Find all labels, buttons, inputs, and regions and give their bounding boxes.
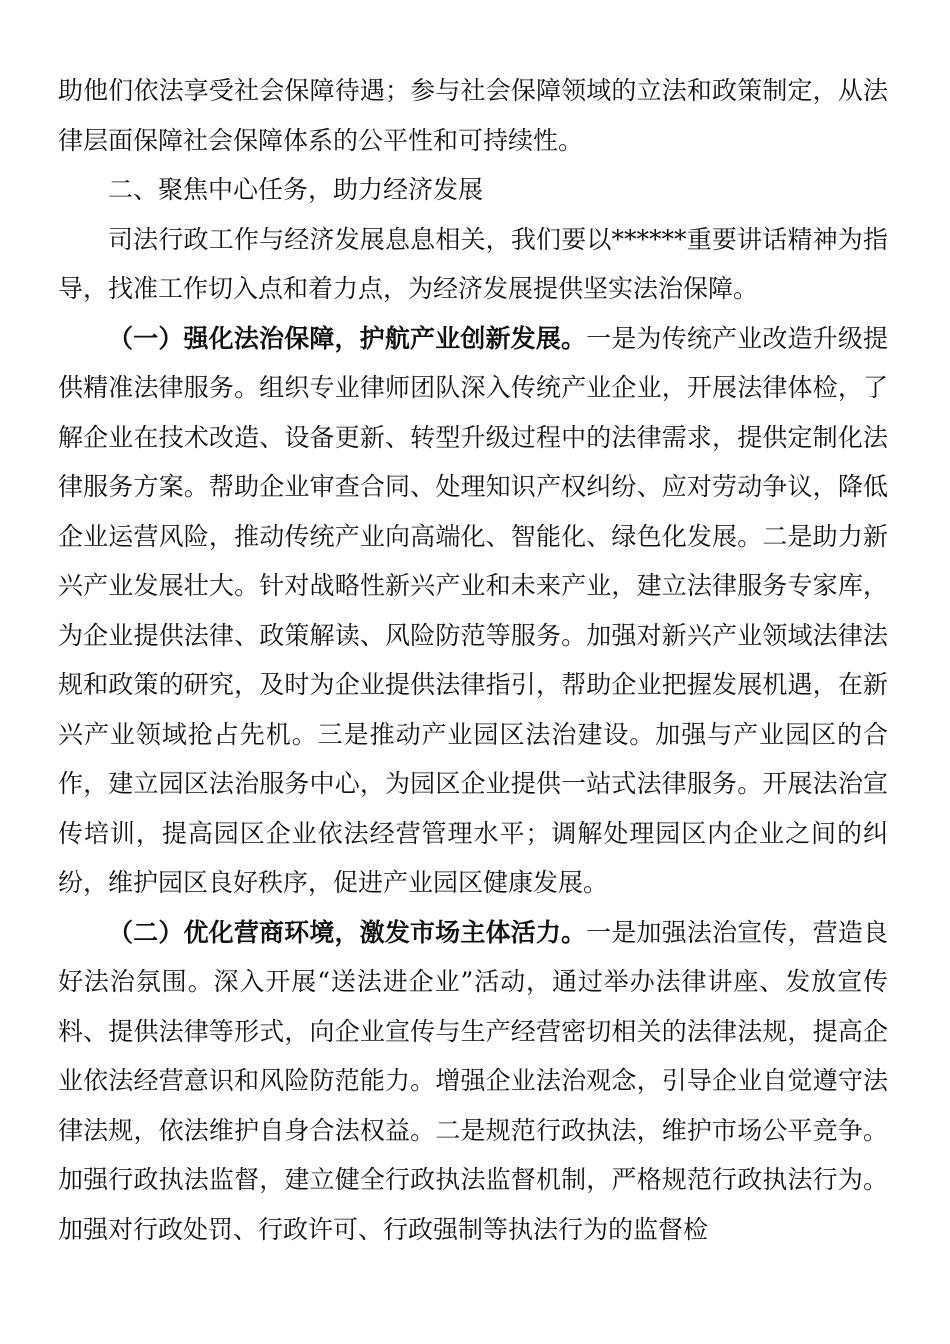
subsection-1-title: （一）强化法治保障，护航产业创新发展。: [108, 323, 587, 353]
continued-paragraph: 助他们依法享受社会保障待遇；参与社会保障领域的立法和政策制定，从法律层面保障社会保障体系的公平性和可持续性。: [58, 76, 888, 155]
subsection-1-paragraph: [58, 314, 888, 908]
subsection-1-body: 一是为传统产业改造升级提供精准法律服务。组织专业律师团队深入传统产业企业，开展法律体检，了解企业在技术改造、设备更新、转型升级过程中的法律需求，提供定制化法律服务方案。帮助企业审查合同、处理知识产权纠纷、应对劳动争议，降低企业运营风险，推动传统产业向高端化、智能化、绿色化发展。二是助力新兴产业发展壮大。针对战略性新兴产业和未来产业，建立法律服务专家库，为企业提供法律、政策解读、风险防范等服务。加强对新兴产业领域法律法规和政策的研究，及时为企业提供法律指引，帮助企业把握发展机遇，在新兴产业领域抢占先机。三是推动产业园区法治建设。加强与产业园区的合作，建立园区法治服务中心，为园区企业提供一站式法律服务。开展法治宣传培训，提高园区企业依法经营管理水平；调解处理园区内企业之间的纠纷，维护园区良好秩序，促进产业园区健康发展。: [58, 323, 888, 897]
subsection-2-body: 一是加强法治宣传，营造良好法治氛围。深入开展“送法进企业”活动，通过举办法律讲座、发放宣传料、提供法律等形式，向企业宣传与生产经营密切相关的法律法规，提高企业依法经营意识和风险防范能力。增强企业法治观念，引导企业自觉遵守法律法规，依法维护自身合法权益。二是规范行政执法，维护市场公平竞争。加强行政执法监督，建立健全行政执法监督机制，严格规范行政执法行为。加强对行政处罚、行政许可、行政强制等执法行为的监督检: [58, 917, 888, 1244]
document-page: [58, 66, 888, 1254]
subsection-2-paragraph: [58, 908, 888, 1255]
subsection-2-title: （二）优化营商环境，激发市场主体活力。: [108, 917, 587, 947]
section-heading: 二、聚焦中心任务，助力经济发展: [108, 175, 484, 204]
intro-paragraph: 司法行政工作与经济发展息息相关，我们要以******重要讲话精神为指导，找准工作切入点和着力点，为经济发展提供坚实法治保障。: [58, 224, 888, 303]
